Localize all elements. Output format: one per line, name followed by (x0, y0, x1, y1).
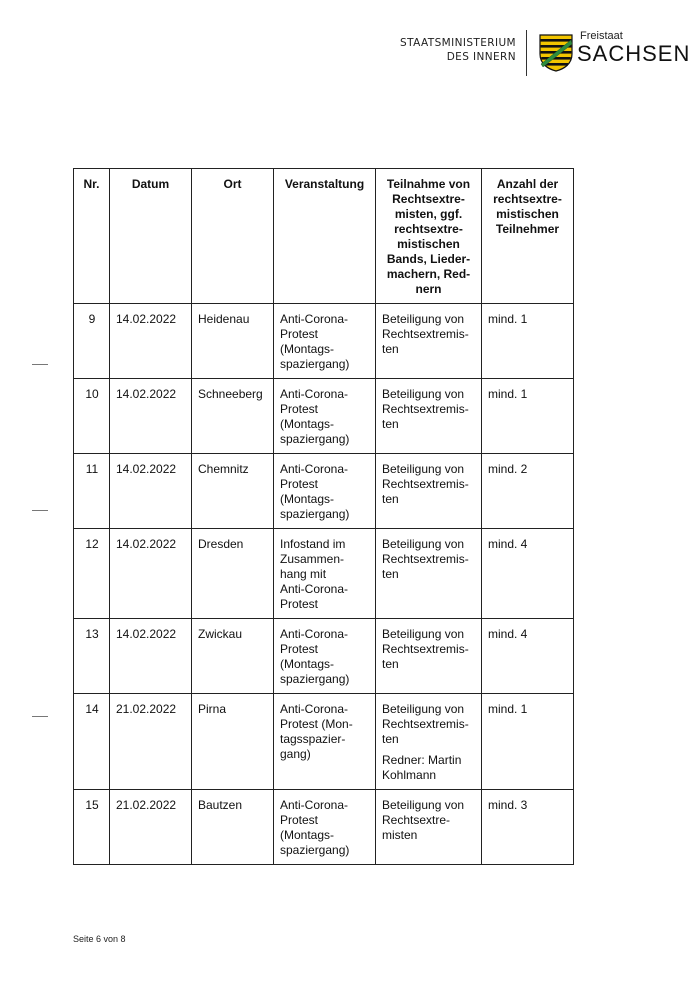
cell-datum: 14.02.2022 (110, 304, 192, 379)
cell-ort: Chemnitz (192, 454, 274, 529)
cell-ort: Heidenau (192, 304, 274, 379)
cell-teilnahme: Beteiligung von Rechtsextremis- ten (376, 304, 482, 379)
cell-anzahl: mind. 1 (482, 379, 574, 454)
cell-datum: 14.02.2022 (110, 454, 192, 529)
state-label-big: SACHSEN (577, 41, 691, 66)
cell-datum: 21.02.2022 (110, 790, 192, 865)
letterhead-divider (526, 30, 527, 76)
cell-ort: Pirna (192, 694, 274, 790)
table-row (74, 529, 574, 619)
cell-anzahl: mind. 1 (482, 694, 574, 790)
cell-anzahl: mind. 2 (482, 454, 574, 529)
table-row (74, 790, 574, 865)
state-brand (577, 30, 690, 65)
cell-teilnahme: Beteiligung von Rechtsextremis- ten Redner: Martin Kohlmann (376, 694, 482, 790)
margin-mark (32, 364, 48, 365)
cell-datum: 14.02.2022 (110, 619, 192, 694)
ministry-name: STAATSMINISTERIUM DES INNERN (400, 37, 516, 63)
cell-veranstaltung: Infostand im Zusammen- hang mit Anti-Corona- Protest (274, 529, 376, 619)
cell-datum: 14.02.2022 (110, 529, 192, 619)
cell-veranstaltung: Anti-Corona- Protest (Mon- tagsspazier- gang) (274, 694, 376, 790)
letterhead (396, 30, 691, 80)
events-table (73, 168, 574, 865)
table-row (74, 454, 574, 529)
saxony-coat-of-arms-icon (539, 34, 573, 72)
page-number: Seite 6 von 8 (73, 934, 126, 944)
header-teilnahme: Teilnahme von Rechtsextre- misten, ggf. rechtsextre- mistischen Bands, Lieder- machern, Red- nern (376, 169, 482, 304)
table-header-row (74, 169, 574, 304)
cell-teilnahme: Beteiligung von Rechtsextremis- ten (376, 379, 482, 454)
table-row (74, 619, 574, 694)
table-row (74, 379, 574, 454)
cell-anzahl: mind. 3 (482, 790, 574, 865)
cell-anzahl: mind. 4 (482, 529, 574, 619)
cell-datum: 21.02.2022 (110, 694, 192, 790)
cell-ort: Dresden (192, 529, 274, 619)
cell-teilnahme: Beteiligung von Rechtsextremis- ten (376, 529, 482, 619)
cell-nr: 13 (74, 619, 110, 694)
header-veranstaltung: Veranstaltung (274, 169, 376, 304)
cell-teilnahme: Beteiligung von Rechtsextre- misten (376, 790, 482, 865)
cell-nr: 11 (74, 454, 110, 529)
cell-nr: 14 (74, 694, 110, 790)
cell-ort: Zwickau (192, 619, 274, 694)
cell-veranstaltung: Anti-Corona- Protest (Montags- spaziergang) (274, 790, 376, 865)
cell-nr: 12 (74, 529, 110, 619)
cell-nr: 15 (74, 790, 110, 865)
margin-mark (32, 510, 48, 511)
cell-nr: 10 (74, 379, 110, 454)
header-anzahl: Anzahl der rechtsextre- mistischen Teilnehmer (482, 169, 574, 304)
speaker-line: Redner: Martin (382, 753, 462, 767)
cell-veranstaltung: Anti-Corona- Protest (Montags- spaziergang) (274, 379, 376, 454)
cell-anzahl: mind. 1 (482, 304, 574, 379)
cell-veranstaltung: Anti-Corona- Protest (Montags- spaziergang) (274, 619, 376, 694)
speaker-line: Kohlmann (382, 768, 437, 782)
margin-mark (32, 716, 48, 717)
header-ort: Ort (192, 169, 274, 304)
cell-anzahl: mind. 4 (482, 619, 574, 694)
table-row (74, 694, 574, 790)
cell-veranstaltung: Anti-Corona- Protest (Montags- spaziergang) (274, 304, 376, 379)
header-nr: Nr. (74, 169, 110, 304)
table-row (74, 304, 574, 379)
cell-teilnahme: Beteiligung von Rechtsextremis- ten (376, 619, 482, 694)
cell-ort: Bautzen (192, 790, 274, 865)
cell-teilnahme: Beteiligung von Rechtsextremis- ten (376, 454, 482, 529)
cell-nr: 9 (74, 304, 110, 379)
cell-datum: 14.02.2022 (110, 379, 192, 454)
cell-veranstaltung: Anti-Corona- Protest (Montags- spaziergang) (274, 454, 376, 529)
cell-ort: Schneeberg (192, 379, 274, 454)
header-datum: Datum (110, 169, 192, 304)
state-label-small: Freistaat (580, 30, 623, 42)
